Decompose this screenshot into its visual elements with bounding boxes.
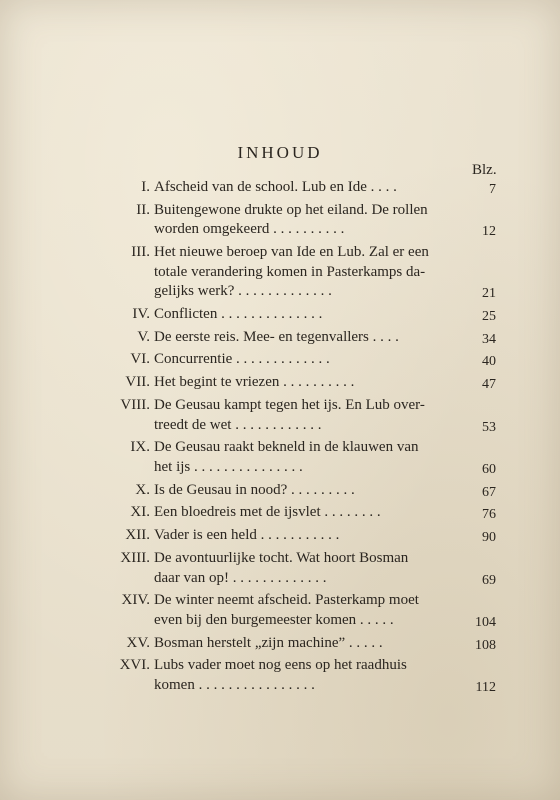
chapter-title [154,178,462,198]
toc-entry [0,373,560,393]
chapter-title [154,350,462,370]
chapter-title-line: Concurrentie . . . . . . . . . . . . . [154,351,330,368]
chapter-number: XIII. [120,550,150,567]
chapter-title-line: komen . . . . . . . . . . . . . . . . [154,676,315,693]
chapter-title [154,243,462,302]
chapter-title-line: daar van op! . . . . . . . . . . . . . [154,569,327,586]
chapter-title-line: Lubs vader moet nog eens op het raadhuis [154,657,407,674]
page-number: 90 [482,530,496,546]
chapter-title [154,396,462,435]
toc-entry [0,503,560,523]
chapter-number: VII. [125,374,150,391]
page-number: 7 [489,182,496,197]
chapter-title [154,503,462,523]
toc-entry [0,549,560,588]
page-number: 69 [482,572,496,588]
toc-entry [0,328,560,348]
page-number: 40 [482,354,496,370]
chapter-number: IX. [130,439,150,456]
chapter-title-line: Buitengewone drukte op het eiland. De rollen [154,201,428,218]
page-number: 25 [482,308,496,324]
chapter-title-line: De Geusau kampt tegen het ijs. En Lub over- [154,397,425,414]
table-of-contents [0,178,560,699]
page-number: 104 [475,614,496,630]
chapter-title [154,328,462,348]
chapter-title-line: Een bloedreis met de ijsvlet . . . . . . . . [154,504,381,521]
chapter-number: XIV. [121,592,150,609]
chapter-number: III. [131,244,150,261]
chapter-title [154,373,462,393]
chapter-title-line: Is de Geusau in nood? . . . . . . . . . [154,481,355,498]
chapter-number: II. [136,201,150,218]
chapter-title-line: gelijks werk? . . . . . . . . . . . . . [154,283,332,300]
toc-entry [0,656,560,695]
chapter-number: XI. [130,504,150,521]
chapter-title-line: Bosman herstelt „zijn machine” . . . . . [154,634,383,651]
chapter-title-line: De winter neemt afscheid. Pasterkamp moet [154,592,419,609]
toc-entry [0,481,560,501]
chapter-title [154,656,462,695]
chapter-title-line: Afscheid van de school. Lub en Ide . . . . [154,179,397,195]
chapter-title [154,591,462,630]
chapter-title-line: De avontuurlijke tocht. Wat hoort Bosman [154,550,409,567]
chapter-title [154,481,462,501]
page-column-label: Blz. [472,162,497,178]
chapter-title-line: totale verandering komen in Pasterkamps da- [154,263,426,280]
chapter-title-line: De Geusau raakt bekneld in de klauwen van [154,439,419,456]
chapter-title [154,438,462,477]
toc-entry [0,305,560,325]
toc-entry [0,438,560,477]
page-number: 47 [482,377,496,393]
chapter-number: XV. [126,634,150,651]
toc-entry [0,201,560,240]
toc-entry [0,634,560,654]
page-number: 112 [475,679,496,695]
chapter-title-line: Vader is een held . . . . . . . . . . . [154,527,340,544]
page-number: 12 [482,224,496,240]
toc-entry [0,396,560,435]
page-number: 34 [482,331,496,347]
page-number: 67 [482,484,496,500]
toc-entry [0,243,560,302]
chapter-number: XII. [125,527,150,544]
toc-entry [0,591,560,630]
page-number: 21 [482,286,496,302]
chapter-number: X. [135,481,150,498]
chapter-title-line: Het begint te vriezen . . . . . . . . . . [154,374,355,391]
chapter-number: V. [137,328,150,345]
chapter-number: I. [141,179,150,195]
toc-entry [0,526,560,546]
page-title: INHOUD [237,143,323,162]
toc-entry [0,350,560,370]
chapter-number: VIII. [120,397,150,414]
toc-entry [0,178,560,198]
page-number: 60 [482,461,496,477]
chapter-number: IV. [132,305,150,322]
chapter-number: VI. [130,351,150,368]
chapter-title-line: Het nieuwe beroep van Ide en Lub. Zal er een [154,244,429,261]
chapter-title [154,549,462,588]
chapter-title [154,201,462,240]
chapter-title-line: even bij den burgemeester komen . . . . . [154,611,394,628]
page-number: 76 [482,507,496,523]
page-number: 108 [475,637,496,653]
chapter-title [154,305,462,325]
page-number: 53 [482,419,496,435]
chapter-title-line: worden omgekeerd . . . . . . . . . . [154,221,345,238]
chapter-title [154,634,462,654]
chapter-title [154,526,462,546]
chapter-title-line: De eerste reis. Mee- en tegenvallers . . . . [154,328,399,345]
chapter-title-line: Conflicten . . . . . . . . . . . . . . [154,305,323,322]
chapter-title-line: treedt de wet . . . . . . . . . . . . [154,416,322,433]
chapter-number: XVI. [119,657,150,674]
chapter-title-line: het ijs . . . . . . . . . . . . . . . [154,458,303,475]
